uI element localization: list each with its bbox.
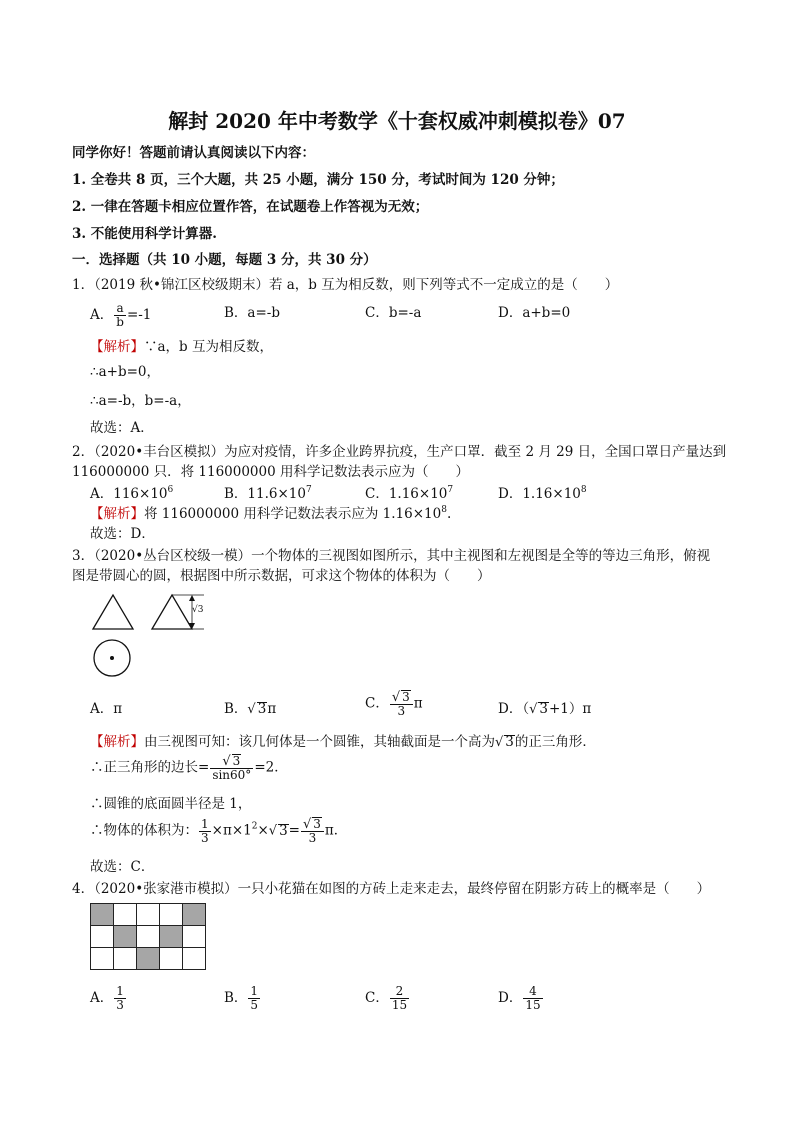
- q1-option-b: B．a=-b: [224, 305, 280, 321]
- shaded-tile: [91, 904, 114, 926]
- q3-analysis-2: [90, 754, 288, 782]
- analysis-text: 由三视图可知：该几何体是一个圆锥，其轴截面是一个高为: [144, 734, 495, 750]
- denominator: 3: [397, 704, 406, 718]
- numerator: 1: [201, 816, 209, 831]
- q3-option-c: [365, 690, 423, 718]
- denominator: 5: [250, 998, 259, 1012]
- radicand: 3: [539, 701, 548, 717]
- q1-analysis-1: [90, 339, 273, 355]
- option-tail: π: [413, 695, 423, 712]
- q1-stem: 1．（2019 秋•锦江区校级期末）若 a，b 互为相反数，则下列等式不一定成立的是（ ）: [72, 277, 619, 293]
- q3-option-d: [498, 701, 591, 718]
- analysis-tag: 【解析】: [90, 339, 144, 355]
- q2-option-d: [498, 486, 587, 502]
- option-text: B．11.6×10: [224, 486, 306, 502]
- q2-answer: 故选：D．: [90, 526, 155, 542]
- tile-grid: [90, 903, 206, 970]
- option-label: A．: [90, 990, 114, 1006]
- option-text: C．1.16×10: [365, 486, 448, 502]
- front-view-triangle: [93, 595, 133, 629]
- denominator: sin60°: [212, 768, 252, 782]
- tile: [183, 926, 206, 948]
- denominator: b: [116, 315, 124, 329]
- option-label: C．: [365, 990, 389, 1006]
- tile: [137, 904, 160, 926]
- radicand: 3: [505, 734, 514, 750]
- q1-option-d: D．a+b=0: [498, 305, 571, 321]
- fraction: [114, 985, 126, 1012]
- analysis-end: .: [446, 506, 452, 522]
- exponent: 6: [167, 485, 174, 495]
- option-label: C．: [365, 695, 389, 712]
- tile: [183, 948, 206, 970]
- numerator: 1: [250, 984, 259, 998]
- option-label: D．: [498, 990, 523, 1006]
- denominator: 15: [525, 998, 541, 1012]
- tile: [137, 926, 160, 948]
- notice-heading: 同学你好！答题前请认真阅读以下内容：: [72, 145, 315, 161]
- fraction: [199, 818, 211, 845]
- analysis-text: ∴正三角形的边长=: [90, 759, 210, 776]
- option-tail: =-1: [126, 307, 152, 323]
- shaded-tile: [137, 948, 160, 970]
- tile: [91, 948, 114, 970]
- q1-answer: 故选：A．: [90, 420, 154, 436]
- q2-option-a: [90, 486, 173, 502]
- q2-analysis: [90, 506, 451, 522]
- q2-stem-line2: 116000000 只．将 116000000 用科学记数法表示应为（ ）: [72, 464, 469, 480]
- option-tail: π: [267, 701, 277, 717]
- tile: [160, 904, 183, 926]
- grid-row: [91, 948, 206, 970]
- analysis-tag: 【解析】: [90, 734, 144, 750]
- fraction: [210, 754, 253, 782]
- radical-sign: √: [529, 702, 538, 717]
- analysis-text: =2．: [254, 759, 288, 776]
- q4-option-a: [90, 985, 127, 1012]
- fraction: [523, 985, 542, 1012]
- q3-option-b: [224, 701, 276, 718]
- option-tail: +1）π: [548, 701, 592, 717]
- tile: [114, 948, 137, 970]
- q2-option-b: [224, 486, 312, 502]
- tile: [114, 904, 137, 926]
- q3-analysis-3: ∴圆锥的底面圆半径是 1，: [90, 796, 252, 812]
- notice-item-3: 3. 不能使用科学计算器.: [72, 226, 217, 242]
- exponent: 8: [580, 485, 587, 495]
- fraction: [390, 985, 409, 1012]
- q3-stem-line2: 图是带圆心的圆，根据图中所示数据，可求这个物体的体积为（ ）: [72, 568, 491, 584]
- numerator: 4: [523, 985, 542, 999]
- denominator: 3: [116, 998, 124, 1012]
- dimension-label: √3: [192, 605, 204, 615]
- q3-analysis-4: ∴物体的体积为： $\frac{1}{3}$ $\times\pi\times 1^2\times√$ 3= $\frac{√ 3}{3}$ π．: [90, 816, 348, 845]
- shaded-tile: [160, 926, 183, 948]
- exponent: 8: [441, 505, 447, 515]
- option-text: D．1.16×10: [498, 486, 581, 502]
- arrow-head-up: [189, 595, 195, 601]
- option-label: B．: [224, 701, 248, 717]
- radical-sign: √: [247, 702, 256, 717]
- q4-option-b: [224, 985, 261, 1012]
- fraction: [114, 302, 126, 329]
- radicand: 3: [279, 822, 288, 839]
- notice-item-2: 2. 一律在答题卡相应位置作答，在试题卷上作答视为无效；: [72, 199, 429, 215]
- denominator: 3: [201, 830, 209, 845]
- analysis-text: 将 116000000 用科学记数法表示应为 1.16×10: [144, 506, 442, 522]
- option-label: D．（: [498, 701, 530, 717]
- q4-stem: 4．（2020•张家港市模拟）一只小花猫在如图的方砖上走来走去，最终停留在阴影方砖上的概率是（ ）: [72, 881, 711, 897]
- shaded-tile: [114, 926, 137, 948]
- numerator: 1: [116, 984, 124, 998]
- q1-option-a: [90, 302, 151, 329]
- q1-option-c: C．b=-a: [365, 305, 422, 321]
- analysis-text: ∴物体的体积为：: [90, 822, 198, 839]
- tile: [91, 926, 114, 948]
- q4-option-c: [365, 985, 410, 1012]
- q2-stem-line1: 2．（2020•丰台区模拟）为应对疫情，许多企业跨界抗疫，生产口罩．截至 2 月 29 日，全国口罩日产量达到: [72, 444, 727, 460]
- fraction: [390, 690, 413, 718]
- exponent: 7: [305, 485, 312, 495]
- option-text: A．116×10: [90, 486, 168, 502]
- exponent: 7: [447, 485, 454, 495]
- fraction: [248, 985, 260, 1012]
- page-title: 解封 2020 年中考数学《十套权威冲刺模拟卷》07: [168, 109, 626, 133]
- numerator: √ 3: [390, 690, 413, 705]
- notice-item-1: 1. 全卷共 8 页，三个大题，共 25 小题，满分 150 分，考试时间为 120 分钟；: [72, 172, 564, 188]
- radicand: 3: [257, 701, 267, 717]
- shaded-tile: [183, 904, 206, 926]
- q2-option-c: [365, 486, 453, 502]
- numerator: √ 3: [210, 754, 253, 769]
- q4-option-d: [498, 985, 544, 1012]
- option-label: A．: [90, 307, 114, 323]
- q3-analysis-1: 【解析】由三视图可知：该几何体是一个圆锥，其轴截面是一个高为√ 3的正三角形．: [90, 734, 596, 750]
- q1-analysis-3: ∴a=-b，b=-a，: [90, 393, 191, 409]
- analysis-text: ∵a，b 互为相反数，: [144, 339, 273, 355]
- analysis-text: 的正三角形．: [514, 734, 596, 750]
- fraction: [301, 817, 324, 845]
- numerator: 2: [390, 985, 409, 999]
- q3-answer: 故选：C．: [90, 859, 155, 875]
- option-label: B．: [224, 990, 248, 1006]
- section-heading: 一．选择题（共 10 小题，每题 3 分，共 30 分）: [72, 252, 377, 268]
- circle-center-dot: [110, 656, 114, 660]
- grid-row: [91, 904, 206, 926]
- q3-option-a: A．π: [90, 701, 123, 717]
- q3-stem-line1: 3．（2020•丛台区校级一模）一个物体的三视图如图所示，其中主视图和左视图是全等的等边三角形，俯视: [72, 548, 711, 564]
- numerator: a: [114, 302, 126, 316]
- grid-row: [91, 926, 206, 948]
- denominator: 15: [391, 998, 408, 1012]
- numerator: √ 3: [301, 817, 324, 832]
- side-view-triangle: [152, 595, 192, 629]
- denominator: 3: [308, 831, 317, 845]
- analysis-tag: 【解析】: [90, 506, 144, 522]
- q1-analysis-2: ∴a+b=0，: [90, 364, 160, 380]
- exponent: 2: [251, 821, 258, 832]
- tile: [160, 948, 183, 970]
